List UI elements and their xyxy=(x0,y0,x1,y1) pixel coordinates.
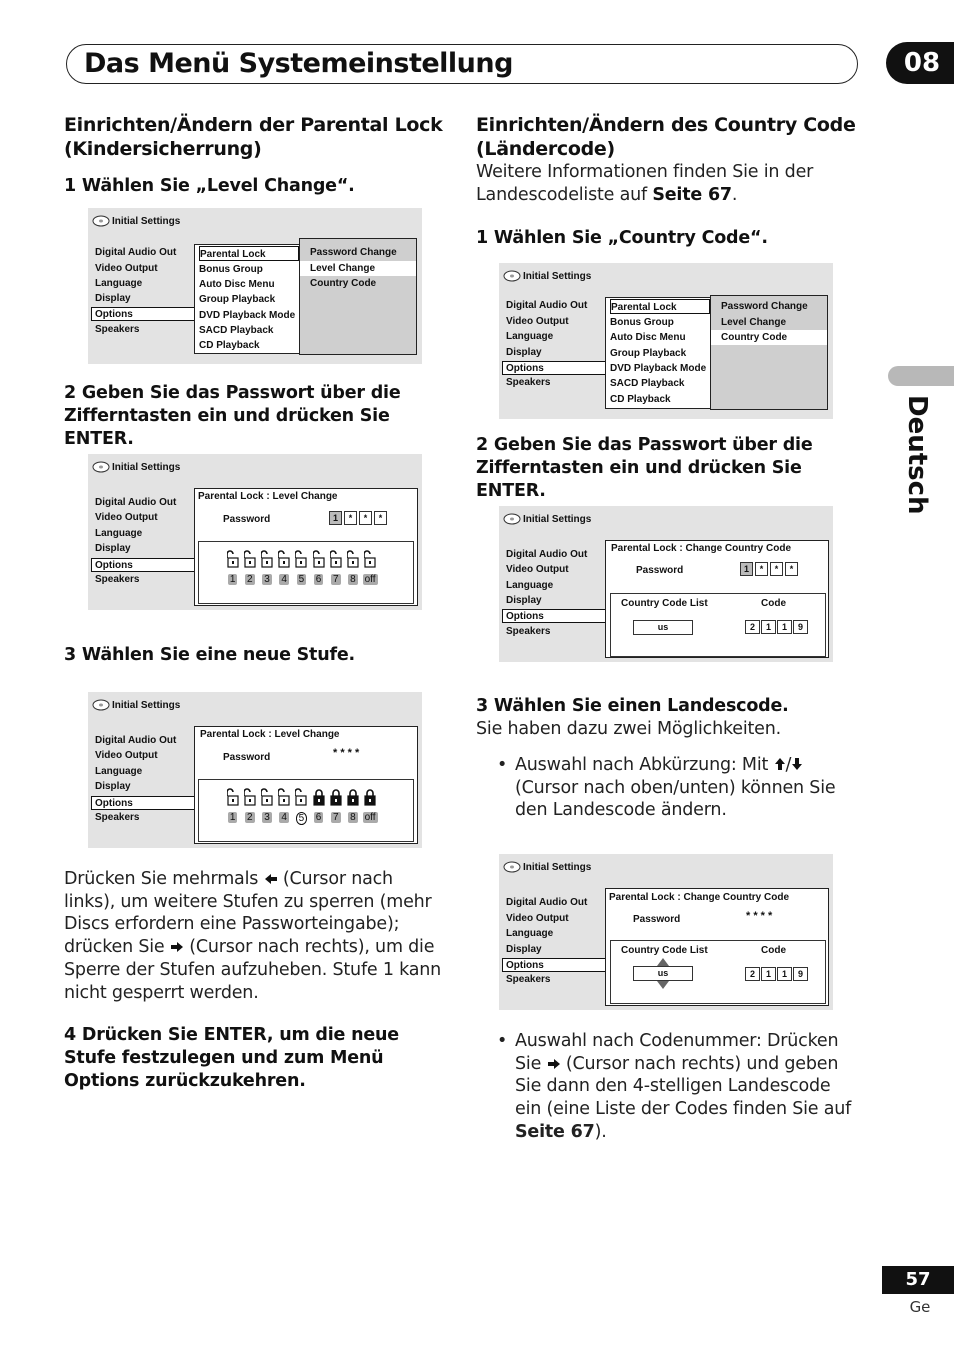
menu-item[interactable]: Digital Audio Out xyxy=(95,247,177,258)
bullet-text: (Cursor nach rechts) und geben Sie dann den 4-stelligen Landescode ein (eine Liste der Codes finden Sie auf xyxy=(515,1053,852,1120)
panel-title: Parental Lock : Level Change xyxy=(200,729,340,740)
osd-screen-level-change-select xyxy=(88,208,422,364)
disc-icon xyxy=(503,270,521,282)
menu-item[interactable]: Digital Audio Out xyxy=(95,497,177,508)
osd-title: Initial Settings xyxy=(523,862,592,873)
pw-digit: * xyxy=(785,562,798,576)
level-number: 3 xyxy=(264,574,270,585)
disc-icon xyxy=(92,699,110,711)
lock-open-icon xyxy=(244,788,256,806)
level-number: 1 xyxy=(229,812,236,823)
level-number: 3 xyxy=(264,812,270,823)
parental-item[interactable]: Country Code xyxy=(310,278,377,289)
left-step-2: 2 Geben Sie das Passwort über die Zifferntasten ein und drücken Sie ENTER. xyxy=(64,383,401,449)
level-number: off xyxy=(364,812,376,823)
code-digit: 1 xyxy=(777,967,792,981)
menu-item[interactable]: Language xyxy=(95,278,143,289)
menu-item[interactable]: Display xyxy=(506,944,542,955)
lock-open-icon xyxy=(347,550,359,568)
menu-item[interactable]: Language xyxy=(506,580,554,591)
option-item-selected[interactable]: Parental Lock xyxy=(199,246,299,261)
arrow-up-icon xyxy=(774,757,786,771)
osd-screen-level-select xyxy=(88,692,422,848)
para-text: Drücken Sie mehrmals xyxy=(64,869,264,889)
level-number: 6 xyxy=(315,812,322,823)
option-item[interactable]: Group Playback xyxy=(610,348,687,359)
cc-code-label: Code xyxy=(761,945,786,956)
password-label: Password xyxy=(223,752,271,763)
level-number: 4 xyxy=(281,812,287,823)
osd-screen-country-select xyxy=(499,854,833,1010)
bullet-abbrev xyxy=(497,754,855,822)
menu-item[interactable]: Language xyxy=(506,928,554,939)
osd-screen-country-password xyxy=(499,506,833,662)
right-step-3-sub: Sie haben dazu zwei Möglichkeiten. xyxy=(476,719,781,739)
level-number: 1 xyxy=(229,574,236,585)
option-item[interactable]: Bonus Group xyxy=(199,264,263,275)
level-number: 5 xyxy=(298,574,305,585)
level-number: 5 xyxy=(293,812,310,825)
lock-open-icon xyxy=(278,788,290,806)
level-number: 2 xyxy=(247,812,253,823)
lock-open-icon xyxy=(295,550,307,568)
lock-slot xyxy=(258,550,275,568)
country-code-panel xyxy=(605,888,829,1006)
level-change-panel xyxy=(194,726,418,844)
chapter-header xyxy=(66,44,858,84)
lock-slot xyxy=(293,788,310,806)
country-abbrev-field[interactable]: us xyxy=(633,966,693,981)
lock-open-icon xyxy=(330,550,342,568)
lock-row xyxy=(224,550,379,568)
menu-item[interactable]: Video Output xyxy=(95,263,158,274)
lock-slot xyxy=(224,788,241,806)
option-item[interactable]: CD Playback xyxy=(199,340,260,351)
level-number: 8 xyxy=(350,812,356,823)
left-heading: Einrichten/Ändern der Parental Lock (Kindersicherrung) xyxy=(64,114,443,160)
chapter-number: 08 xyxy=(886,42,954,84)
lock-open-icon xyxy=(227,788,239,806)
page-title: Das Menü Systemeinstellung xyxy=(84,48,513,79)
lock-open-icon xyxy=(261,788,273,806)
pw-digit: * xyxy=(770,562,783,576)
lock-slot xyxy=(362,788,379,806)
level-number: 4 xyxy=(281,574,287,585)
password-label: Password xyxy=(633,914,681,925)
option-item[interactable]: Auto Disc Menu xyxy=(610,332,686,343)
menu-item[interactable]: Language xyxy=(506,331,554,342)
bullet-text: ). xyxy=(594,1121,607,1142)
option-item[interactable]: DVD Playback Mode xyxy=(199,310,296,321)
lock-slot xyxy=(224,550,241,568)
lock-slot xyxy=(241,788,258,806)
lock-slot xyxy=(258,788,275,806)
page-ref: Seite 67 xyxy=(515,1121,595,1142)
code-digit: 1 xyxy=(777,620,792,634)
osd-title: Initial Settings xyxy=(112,700,181,711)
option-item[interactable]: Auto Disc Menu xyxy=(199,279,275,290)
osd-title: Initial Settings xyxy=(523,271,592,282)
menu-item[interactable]: Speakers xyxy=(506,974,551,985)
lock-closed-icon xyxy=(364,788,376,806)
password-label: Password xyxy=(223,514,271,525)
osd-screen-level-password xyxy=(88,454,422,610)
option-item-selected[interactable]: Parental Lock xyxy=(610,299,710,314)
menu-item[interactable]: Speakers xyxy=(95,574,140,585)
code-digit: 9 xyxy=(793,967,808,981)
password-label: Password xyxy=(636,565,684,576)
osd-title: Initial Settings xyxy=(112,216,181,227)
lock-open-icon xyxy=(295,788,307,806)
lock-open-icon xyxy=(278,550,290,568)
menu-item-selected[interactable]: Options xyxy=(502,609,606,623)
scroll-down-icon[interactable] xyxy=(657,981,669,989)
parental-panel xyxy=(710,295,828,410)
lock-slot xyxy=(344,788,361,806)
disc-icon xyxy=(503,861,521,873)
osd-title: Initial Settings xyxy=(112,462,181,473)
disc-icon xyxy=(503,513,521,525)
menu-item[interactable]: Video Output xyxy=(506,316,569,327)
pw-digit: 1 xyxy=(740,562,753,576)
password-field[interactable] xyxy=(740,562,798,576)
parental-panel xyxy=(299,238,417,355)
menu-item[interactable]: Speakers xyxy=(95,324,140,335)
para-text: (Cursor nach rechts), um die Sperre der Stufen aufzuheben. Stufe 1 kann nicht gesperrt werden. xyxy=(64,937,442,1003)
lock-slot xyxy=(344,550,361,568)
menu-item[interactable]: Speakers xyxy=(506,626,551,637)
right-step-2: 2 Geben Sie das Passwort über die Zifferntasten ein und drücken Sie ENTER. xyxy=(476,435,813,501)
menu-item-selected[interactable]: Options xyxy=(91,558,195,572)
cc-list-label: Country Code List xyxy=(621,945,708,956)
pw-digit: * xyxy=(344,511,357,525)
country-abbrev-field[interactable]: us xyxy=(633,620,693,635)
lock-closed-icon xyxy=(330,788,342,806)
lock-slot xyxy=(276,788,293,806)
level-number: 7 xyxy=(332,812,339,823)
lock-open-icon xyxy=(244,550,256,568)
parental-item-selected[interactable]: Country Code xyxy=(711,330,827,345)
menu-item-selected[interactable]: Options xyxy=(502,361,606,375)
menu-item[interactable]: Video Output xyxy=(95,512,158,523)
menu-item[interactable]: Display xyxy=(506,595,542,606)
lock-slot xyxy=(276,550,293,568)
language-tab xyxy=(888,366,954,386)
level-number: 6 xyxy=(315,574,322,585)
lock-slot xyxy=(327,550,344,568)
lock-open-icon xyxy=(261,550,273,568)
left-paragraph xyxy=(64,868,444,1004)
menu-item[interactable]: Video Output xyxy=(506,564,569,575)
level-selector[interactable] xyxy=(198,779,414,842)
country-code-list-box xyxy=(610,593,826,657)
lock-slot xyxy=(310,550,327,568)
menu-item[interactable]: Video Output xyxy=(506,913,569,924)
option-item[interactable]: CD Playback xyxy=(610,394,671,405)
parental-item[interactable]: Password Change xyxy=(310,247,397,258)
menu-item[interactable]: Display xyxy=(95,781,131,792)
level-number: 7 xyxy=(332,574,339,585)
left-step-3: 3 Wählen Sie eine neue Stufe. xyxy=(64,645,355,665)
code-digit: 1 xyxy=(761,967,776,981)
bullet-code-number xyxy=(497,1030,860,1144)
page-number: 57 xyxy=(882,1266,954,1294)
arrow-right-icon xyxy=(547,1058,561,1070)
code-digit: 2 xyxy=(745,967,760,981)
osd-screen-country-code-select xyxy=(499,263,833,419)
cc-list-label: Country Code List xyxy=(621,598,708,609)
bullet-dot: • xyxy=(497,1031,508,1051)
disc-icon xyxy=(92,215,110,227)
menu-item[interactable]: Digital Audio Out xyxy=(95,735,177,746)
left-step-1: 1 Wählen Sie „Level Change“. xyxy=(64,176,355,196)
options-panel xyxy=(605,297,711,409)
intro-text: Weitere Informationen finden Sie in der Landescodeliste auf xyxy=(476,162,814,205)
code-digit: 2 xyxy=(745,620,760,634)
password-masked: * * * * xyxy=(333,747,360,759)
pw-digit: * xyxy=(359,511,372,525)
lock-closed-icon xyxy=(347,788,359,806)
level-number: 8 xyxy=(350,574,356,585)
left-step-4: 4 Drücken Sie ENTER, um die neue Stufe festzulegen und zum Menü Options zurückzukehren. xyxy=(64,1025,399,1091)
bullet-text: Auswahl nach Abkürzung: Mit xyxy=(515,755,774,775)
bullet-dot: • xyxy=(497,755,508,775)
bullet-text: Auswahl nach Codenummer: Drücken Sie xyxy=(515,1031,839,1074)
level-selector[interactable] xyxy=(198,541,414,604)
menu-item[interactable]: Language xyxy=(95,766,143,777)
menu-item[interactable]: Video Output xyxy=(95,750,158,761)
option-item[interactable]: SACD Playback xyxy=(199,325,274,336)
country-code-field[interactable] xyxy=(745,967,808,981)
menu-item-selected[interactable]: Options xyxy=(91,796,195,810)
option-item[interactable]: DVD Playback Mode xyxy=(610,363,707,374)
lock-slot xyxy=(310,788,327,806)
menu-item[interactable]: Language xyxy=(95,528,143,539)
code-digit: 9 xyxy=(793,620,808,634)
menu-item[interactable]: Speakers xyxy=(506,377,551,388)
right-step-3: 3 Wählen Sie einen Landescode. xyxy=(476,696,789,716)
code-digit: 1 xyxy=(761,620,776,634)
para-text: (Cursor nach links), um weitere Stufen zu sperren (mehr Discs erfordern eine Passworteingabe); drücken Sie xyxy=(64,869,432,958)
panel-title: Parental Lock : Change Country Code xyxy=(611,543,792,554)
menu-item[interactable]: Display xyxy=(506,347,542,358)
right-step-1: 1 Wählen Sie „Country Code“. xyxy=(476,228,768,248)
country-code-list-box xyxy=(610,940,826,1004)
arrow-left-icon xyxy=(264,873,278,885)
parental-item[interactable]: Password Change xyxy=(721,301,808,312)
panel-title: Parental Lock : Level Change xyxy=(198,491,338,502)
menu-item[interactable]: Speakers xyxy=(95,812,140,823)
intro-text: . xyxy=(731,184,738,205)
level-change-panel xyxy=(194,488,418,606)
menu-item[interactable]: Display xyxy=(95,543,131,554)
country-code-field[interactable] xyxy=(745,620,808,634)
country-code-panel xyxy=(605,540,829,658)
right-heading: Einrichten/Ändern des Country Code (Ländercode) xyxy=(476,114,856,160)
bullet-text: (Cursor nach oben/unten) können Sie den Landescode ändern. xyxy=(515,777,836,821)
parental-item[interactable]: Level Change xyxy=(721,317,787,328)
lock-slot xyxy=(241,550,258,568)
password-masked: * * * * xyxy=(746,910,773,922)
menu-item[interactable]: Digital Audio Out xyxy=(506,300,588,311)
intro-page-ref: Seite 67 xyxy=(652,184,732,205)
lock-slot xyxy=(362,550,379,568)
option-item[interactable]: Group Playback xyxy=(199,294,276,305)
scroll-up-icon[interactable] xyxy=(657,958,669,966)
option-item[interactable]: SACD Playback xyxy=(610,378,685,389)
right-intro xyxy=(476,161,856,206)
menu-item[interactable]: Display xyxy=(95,293,131,304)
menu-item[interactable]: Digital Audio Out xyxy=(506,897,588,908)
menu-item-selected[interactable]: Options xyxy=(502,958,606,972)
osd-title: Initial Settings xyxy=(523,514,592,525)
disc-icon xyxy=(92,461,110,473)
menu-item-selected[interactable]: Options xyxy=(91,307,195,321)
level-number: 2 xyxy=(247,574,253,585)
password-field[interactable] xyxy=(329,511,387,525)
lock-open-icon xyxy=(227,550,239,568)
level-number: off xyxy=(364,574,376,585)
lock-row xyxy=(224,788,379,806)
page-language-code: Ge xyxy=(909,1298,931,1316)
lock-slot xyxy=(327,788,344,806)
arrow-right-icon xyxy=(170,941,184,953)
level-numbers xyxy=(224,812,379,825)
lock-open-icon xyxy=(313,550,325,568)
option-item[interactable]: Bonus Group xyxy=(610,317,674,328)
arrow-separator: / xyxy=(785,755,792,775)
lock-slot xyxy=(293,550,310,568)
lock-open-icon xyxy=(364,550,376,568)
language-label: Deutsch xyxy=(902,395,932,515)
level-numbers xyxy=(224,574,379,585)
cc-code-label: Code xyxy=(761,598,786,609)
pw-digit: * xyxy=(755,562,768,576)
pw-digit: 1 xyxy=(329,511,342,525)
menu-item[interactable]: Digital Audio Out xyxy=(506,549,588,560)
pw-digit: * xyxy=(374,511,387,525)
arrow-down-icon xyxy=(791,757,803,771)
parental-item-selected[interactable]: Level Change xyxy=(300,261,416,276)
lock-closed-icon xyxy=(313,788,325,806)
panel-title: Parental Lock : Change Country Code xyxy=(609,892,790,903)
options-panel xyxy=(194,244,300,354)
